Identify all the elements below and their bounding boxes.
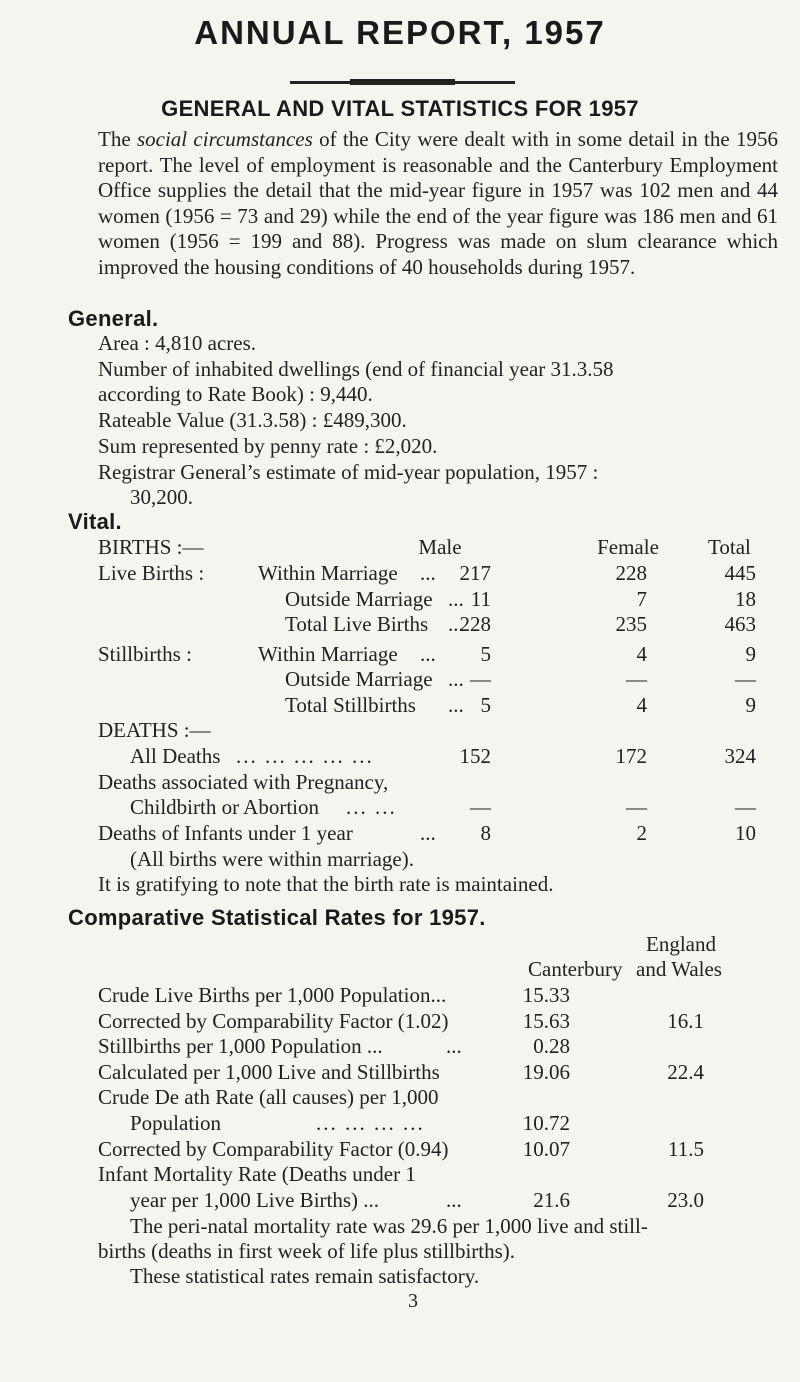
deaths-heading: DEATHS :— [98, 718, 211, 742]
row-female: 172 [615, 744, 647, 768]
row-dots: ... ... ... ... ... [236, 744, 374, 768]
row-dots: ... [448, 612, 464, 636]
gratifying-note: It is gratifying to note that the birth rate is maintained. [98, 872, 554, 896]
rate-label: Calculated per 1,000 Live and Stillbirths [98, 1060, 440, 1084]
row-dots: ... [420, 561, 436, 585]
intro-prefix: The [98, 127, 137, 151]
row-total: 18 [735, 587, 756, 611]
row-female: 7 [636, 587, 647, 611]
vital-heading: Vital. [68, 509, 122, 534]
rate-label: Corrected by Comparability Factor (1.02) [98, 1009, 449, 1033]
rate-canterbury: 19.06 [522, 1060, 570, 1084]
intro-rest: of the City were dealt with in some detail in the 1956 report. The level of employment is reasonable and the Canterbury Employment Office supplies the detail that the mid-year figure in 1957 was 102 men and 44 women (1956 = 73 and 29) while the end of the year figure was 186 men and 61 women (1956 = 199 and 88). Progress was made on slum clearance which improved the housing conditions of 40 households during 1957. [98, 127, 778, 279]
row-total: 9 [745, 693, 756, 717]
rate-england: 16.1 [667, 1009, 704, 1033]
rates-heading: Comparative Statistical Rates for 1957. [68, 905, 486, 930]
row-label: Outside Marriage [285, 587, 433, 611]
rate-england: 23.0 [667, 1188, 704, 1212]
rate-dots: ... [446, 1034, 462, 1058]
row-female: 4 [636, 693, 647, 717]
page-number: 3 [408, 1290, 418, 1312]
rate-canterbury: 21.6 [533, 1188, 570, 1212]
row-male: 11 [470, 587, 491, 611]
col-canterbury-header: Canterbury [528, 957, 623, 981]
perinatal-line1: The peri-natal mortality rate was 29.6 per 1,000 live and still- [130, 1214, 648, 1238]
general-dwellings-line1: Number of inhabited dwellings (end of financial year 31.3.58 [98, 357, 614, 381]
col-england-line1: England [646, 932, 716, 956]
rate-label: year per 1,000 Live Births) ... [130, 1188, 380, 1212]
row-dots: ... [420, 821, 436, 845]
row-total: 10 [735, 821, 756, 845]
col-england-line2: and Wales [636, 957, 722, 981]
rate-dots: ... [446, 1188, 462, 1212]
row-female: 2 [636, 821, 647, 845]
pregnancy-line1: Deaths associated with Pregnancy, [98, 770, 389, 794]
rate-dots: ... ... ... ... [316, 1111, 425, 1135]
general-rateable: Rateable Value (31.3.58) : £489,300. [98, 408, 407, 432]
section-title: GENERAL AND VITAL STATISTICS FOR 1957 [161, 96, 639, 121]
row-female: 4 [636, 642, 647, 666]
rate-label: Crude De ath Rate (all causes) per 1,000 [98, 1085, 439, 1109]
row-label: Within Marriage [258, 561, 398, 585]
intro-paragraph [98, 127, 778, 280]
rate-canterbury: 0.28 [533, 1034, 570, 1058]
rate-england: 22.4 [667, 1060, 704, 1084]
rate-canterbury: 15.33 [522, 983, 570, 1007]
row-label: All Deaths [130, 744, 221, 768]
general-dwellings-line2: according to Rate Book) : 9,440. [98, 382, 373, 406]
row-label: Deaths of Infants under 1 year [98, 821, 353, 845]
rate-label: Crude Live Births per 1,000 Population... [98, 983, 447, 1007]
col-male-header: Male [418, 535, 462, 559]
col-total-header: Total [708, 535, 751, 559]
row-label: Childbirth or Abortion [130, 795, 319, 819]
row-dots: ... [420, 642, 436, 666]
rate-label: Stillbirths per 1,000 Population ... [98, 1034, 383, 1058]
row-label: Outside Marriage [285, 667, 433, 691]
rate-label: Population [130, 1111, 222, 1135]
row-female: — [626, 667, 647, 691]
satisfactory-note: These statistical rates remain satisfactory. [130, 1264, 480, 1288]
col-female-header: Female [597, 535, 659, 559]
row-total: 9 [745, 642, 756, 666]
infants-note: (All births were within marriage). [130, 847, 414, 871]
row-dots: ... [448, 667, 464, 691]
intro-italic: social circumstances [136, 127, 313, 151]
row-total: 324 [724, 744, 756, 768]
row-female: — [626, 795, 647, 819]
general-heading: General. [68, 306, 159, 331]
rate-label: Corrected by Comparability Factor (0.94) [98, 1137, 449, 1161]
row-male: 5 [480, 693, 491, 717]
row-female: 235 [615, 612, 647, 636]
rate-label: Infant Mortality Rate (Deaths under 1 [98, 1162, 416, 1186]
row-male: 228 [459, 612, 491, 636]
row-male: — [470, 795, 491, 819]
row-total: — [735, 667, 756, 691]
row-dots: ... [448, 587, 464, 611]
row-label: Within Marriage [258, 642, 398, 666]
title-divider [290, 81, 515, 84]
report-title: ANNUAL REPORT, 1957 [194, 14, 606, 51]
row-male: — [470, 667, 491, 691]
row-total: 445 [724, 561, 756, 585]
general-population-line1: Registrar General’s estimate of mid-year population, 1957 : [98, 460, 599, 484]
row-female: 228 [615, 561, 647, 585]
row-total: 463 [724, 612, 756, 636]
row-male: 8 [480, 821, 491, 845]
rate-england: 11.5 [668, 1137, 704, 1161]
rate-canterbury: 15.63 [522, 1009, 570, 1033]
live-births-label: Live Births : [98, 561, 205, 585]
perinatal-line2: births (deaths in first week of life plus stillbirths). [98, 1239, 516, 1263]
general-area: Area : 4,810 acres. [98, 331, 257, 355]
row-label: Total Live Births [285, 612, 429, 636]
row-dots: ... [448, 693, 464, 717]
births-heading: BIRTHS :— [98, 535, 204, 559]
row-total: — [735, 795, 756, 819]
general-population-line2: 30,200. [130, 485, 193, 509]
general-penny-rate: Sum represented by penny rate : £2,020. [98, 434, 438, 458]
row-male: 217 [459, 561, 491, 585]
row-dots: ... ... [346, 795, 397, 819]
row-label: Total Stillbirths [285, 693, 416, 717]
rate-canterbury: 10.72 [522, 1111, 570, 1135]
rate-canterbury: 10.07 [522, 1137, 570, 1161]
stillbirths-label: Stillbirths : [98, 642, 192, 666]
row-male: 152 [459, 744, 491, 768]
row-male: 5 [480, 642, 491, 666]
